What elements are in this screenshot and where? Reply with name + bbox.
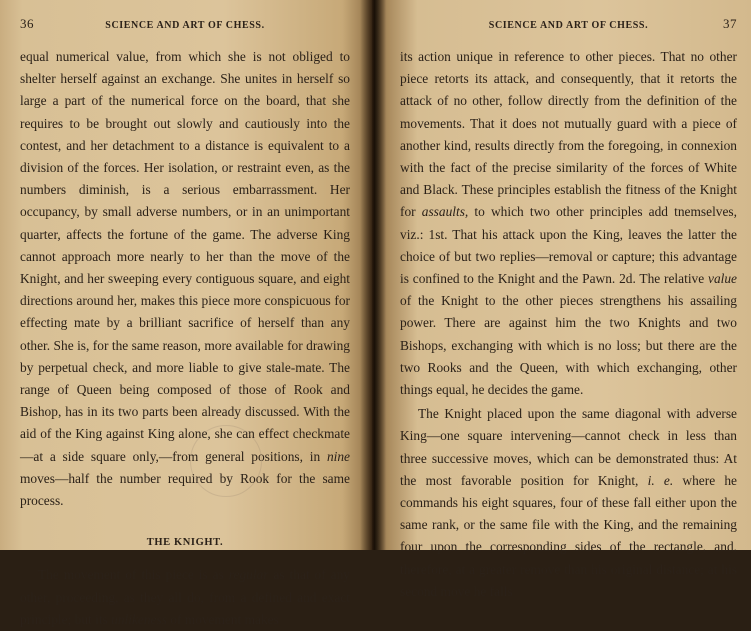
right-paragraph-2 [400,403,737,603]
left-para1-emphasis: nine [326,448,350,464]
left-page [0,0,372,627]
left-paragraph-2 [20,564,350,631]
right-para1-emphasis-2: value [708,271,737,287]
left-para2-text-b: as that of any other, proceeding, as they all do, from a defined and exact principle; but its [20,567,350,627]
right-page-number: 37 [722,16,737,31]
left-running-head [20,16,350,32]
right-para2-text-a: The Knight placed upon the same diagonal with adverse King—one square intervening—cannot check in less than three successive moves, which can be demonstrated thus: At the most favorable position for Knight, [400,406,737,488]
right-paragraph-1 [400,46,737,401]
left-para2-emphasis-1: regular [228,567,269,583]
right-running-head [400,16,737,32]
right-para1-text-b: to which two other principles add tnemselves, viz.: 1st. That his attack upon the King, leaves the latter the choice of but two replies—removal or capture; this advantage is confined to the Knight and the Pawn. 2d. The relative [400,204,737,287]
right-page [372,0,751,599]
left-body-text [20,46,350,631]
left-para1-text-a: equal numerical value, from which she is not obliged to shelter herself against an exchange. She unites in herself so large a part of the numerical force on the board, that she requires to be brought out slowly and cautiously into the contest, and her detachment to a distance is equivalent to a division of the forces. Her isolation, or restraint even, as the numbers diminish, is a serious embarrassment. Her occupancy, by small adverse numbers, or in an unimportant quarter, affects the fortune of the game. The adverse King cannot approach more nearly to her than the move of the Knight, and her sweeping every contiguous square, and eight directions around her, makes this piece more conspicuous for effecting mate by a brilliant sacrifice of herself than any other. She is, for the same reason, more available for drawing by perpetual check, and more liable to give stale-mate. The range of Queen being composed of those of Rook and Bishop, has in its two parts been already discussed. With the aid of the King against King alone, she can effect checkmate—at a side square only,—from general positions, in [20,49,350,464]
left-para2-text-a: The movement of this piece is as [38,567,229,583]
right-para1-text-c: of the Knight to the other pieces strengthens his assailing power. There are against him the two Knights and two Bishops, exchanging with which is no loss; but there are the two Rooks and the Queen, with which exchanging, other things equal, he decides the game. [400,293,737,398]
section-heading-knight: THE KNIGHT. [146,537,224,549]
left-para2-text-c: of movement makes [166,611,279,627]
right-para1-text-a: its action unique in reference to other pieces. That no other piece retorts its attack, and consequently, that it retorts the attack of no other, follow directly from the definition of the movements. That it does not mutually guard with a piece of another kind, results directly from the foregoing, in connexion with the fact of the precise similarity of the forces of White and Black. These principles establish the fitness of the Knight for [400,49,737,220]
right-running-title: SCIENCE AND ART OF CHESS. [488,20,649,31]
left-para2-emphasis-2: unlikeness [111,611,167,627]
right-para2-text-b: where he commands his eight squares, four of these fall either upon the same rank, or the same file with the King, and the remaining four upon the corresponding sides of the rectangle, and, therefore, at a greater remove than his original distance; at his second move he falls [400,472,737,599]
left-page-number: 36 [20,16,34,31]
left-paragraph-1 [20,46,350,512]
right-body-text [400,46,737,603]
right-para1-emphasis-1: assaults, [421,204,469,220]
left-para1-text-b: moves—half the number required by Rook for the same process. [20,470,350,509]
right-para2-emphasis: i. e. [647,472,674,488]
left-running-title: SCIENCE AND ART OF CHESS. [105,20,265,31]
